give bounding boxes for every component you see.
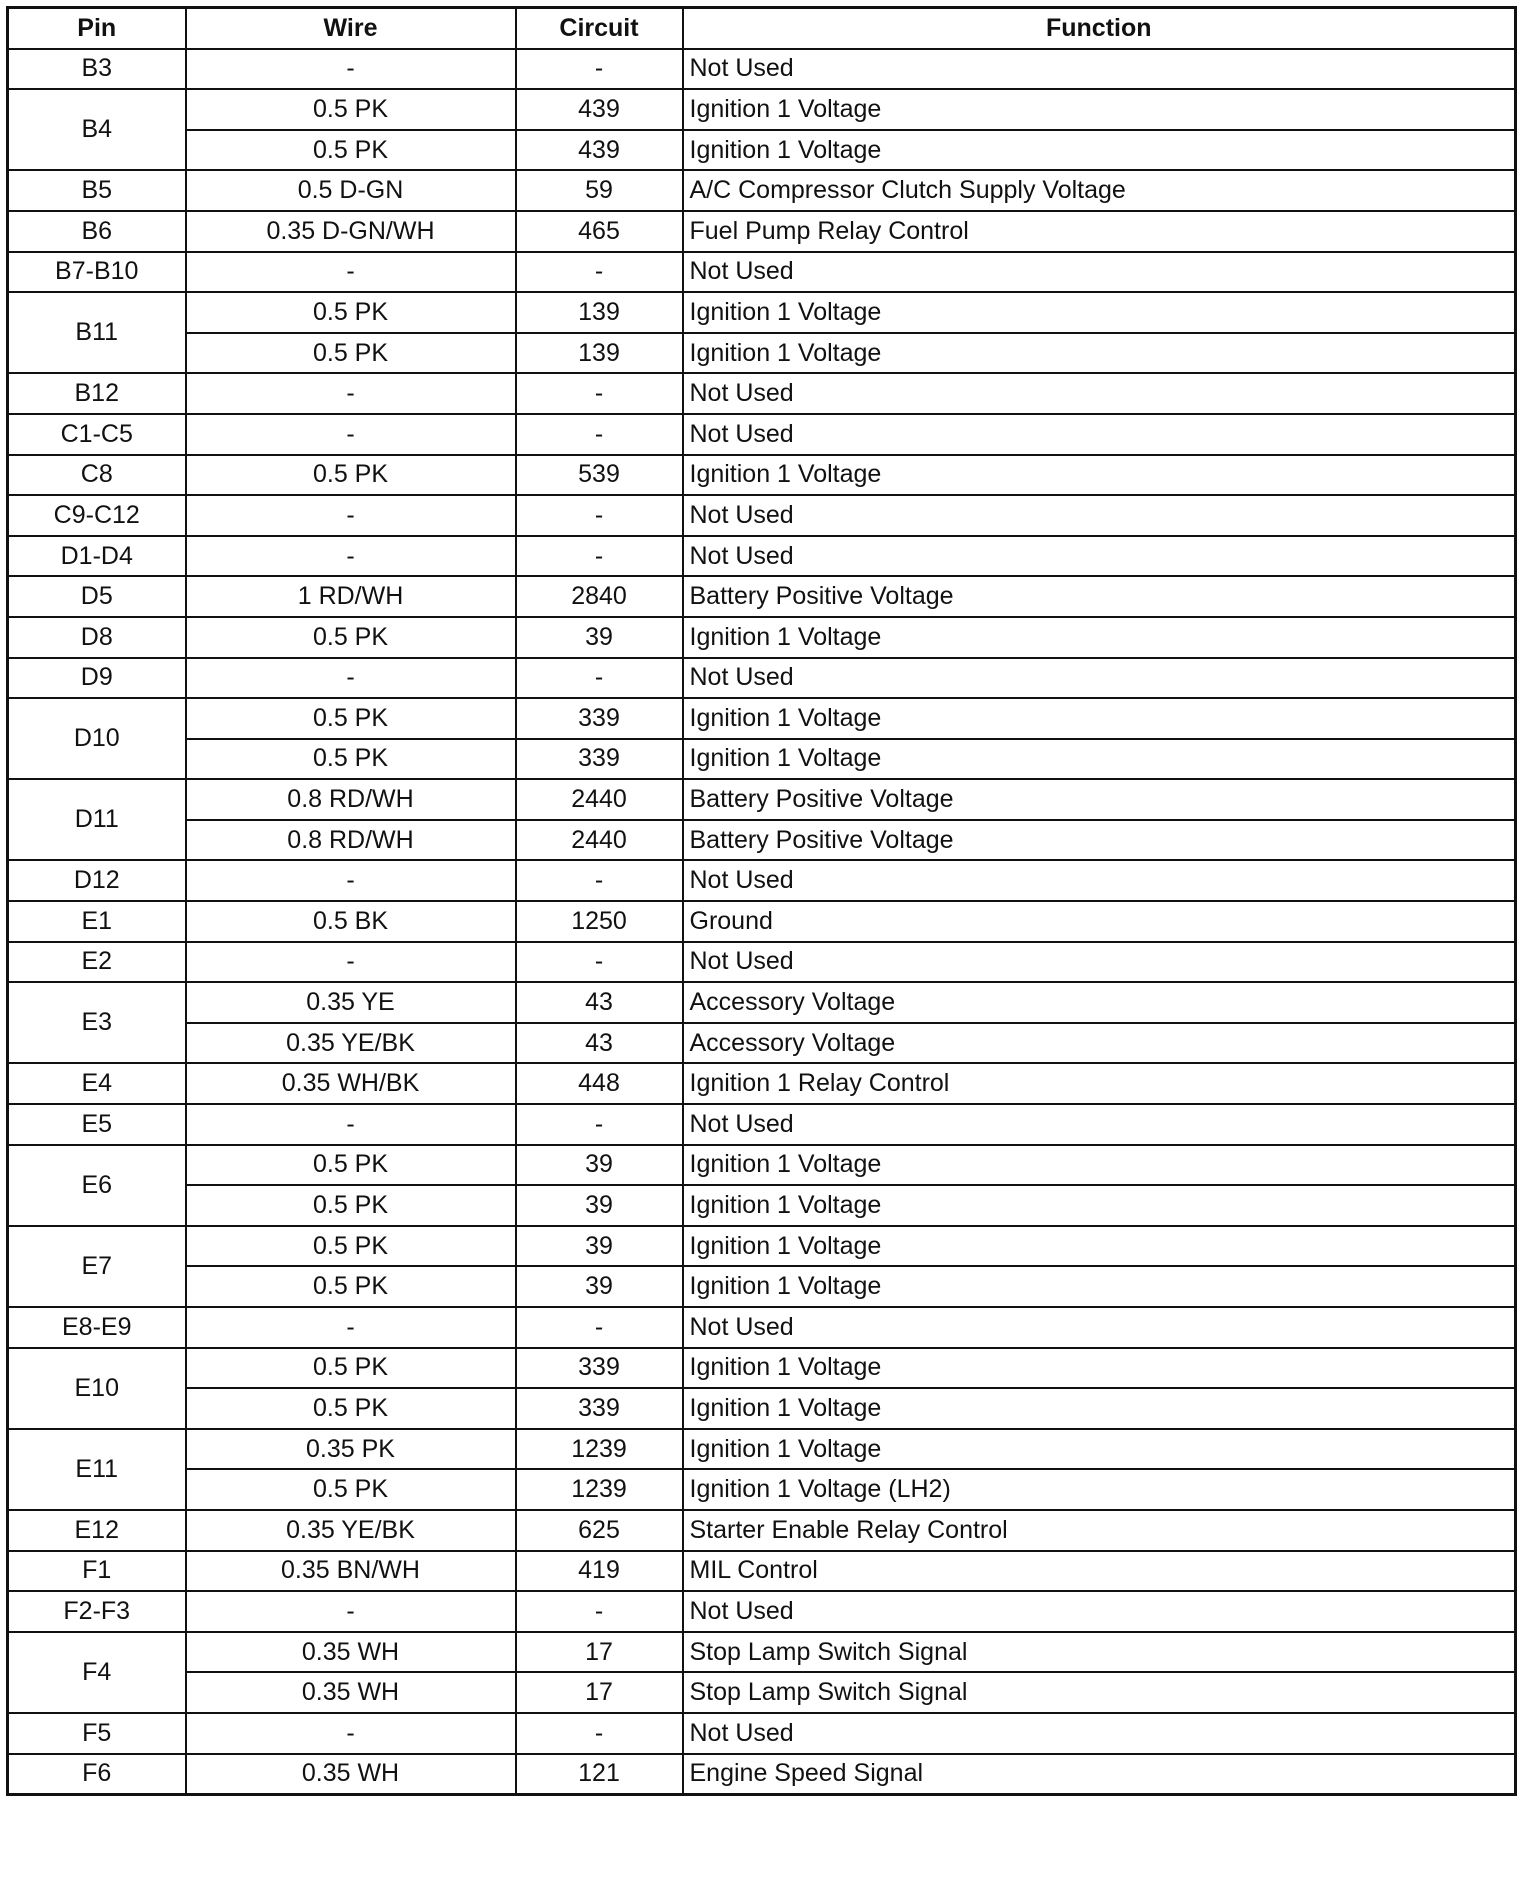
table-row [8, 333, 1516, 374]
table-body [8, 49, 1516, 1795]
pin-cell: E2 [8, 942, 186, 983]
table-row [8, 901, 1516, 942]
table-row [8, 49, 1516, 90]
circuit-cell: 59 [516, 170, 683, 211]
table-row [8, 495, 1516, 536]
function-cell: Not Used [683, 1713, 1516, 1754]
function-cell: Not Used [683, 942, 1516, 983]
circuit-cell: 139 [516, 292, 683, 333]
table-row [8, 617, 1516, 658]
function-cell: Ignition 1 Voltage [683, 455, 1516, 496]
table-row [8, 1591, 1516, 1632]
circuit-cell: - [516, 860, 683, 901]
function-cell: Not Used [683, 414, 1516, 455]
circuit-cell: 121 [516, 1754, 683, 1795]
pin-cell: F6 [8, 1754, 186, 1795]
circuit-cell: - [516, 1591, 683, 1632]
circuit-cell: 539 [516, 455, 683, 496]
table-row [8, 455, 1516, 496]
wire-cell: - [186, 252, 516, 293]
table-row [8, 1754, 1516, 1795]
function-cell: Ignition 1 Relay Control [683, 1063, 1516, 1104]
wire-cell: 0.5 PK [186, 617, 516, 658]
function-cell: Ignition 1 Voltage [683, 1348, 1516, 1389]
function-cell: Starter Enable Relay Control [683, 1510, 1516, 1551]
function-cell: Accessory Voltage [683, 1023, 1516, 1064]
function-cell: Not Used [683, 1104, 1516, 1145]
pin-cell: C8 [8, 455, 186, 496]
connector-pinout-table [6, 6, 1517, 1796]
wire-cell: 0.5 PK [186, 89, 516, 130]
pin-cell: E12 [8, 1510, 186, 1551]
circuit-cell: 43 [516, 982, 683, 1023]
circuit-cell: 1239 [516, 1469, 683, 1510]
function-cell: Fuel Pump Relay Control [683, 211, 1516, 252]
pin-cell: E3 [8, 982, 186, 1063]
wire-cell: 0.35 YE/BK [186, 1510, 516, 1551]
wire-cell: 0.35 D-GN/WH [186, 211, 516, 252]
function-cell: Not Used [683, 536, 1516, 577]
table-row [8, 89, 1516, 130]
circuit-cell: 39 [516, 1226, 683, 1267]
header-function: Function [683, 8, 1516, 49]
wire-cell: 0.5 PK [186, 292, 516, 333]
wire-cell: - [186, 49, 516, 90]
pin-cell: F4 [8, 1632, 186, 1713]
function-cell: Not Used [683, 1307, 1516, 1348]
table-row [8, 1023, 1516, 1064]
pin-cell: E6 [8, 1145, 186, 1226]
wire-cell: 0.5 PK [186, 739, 516, 780]
table-row [8, 1226, 1516, 1267]
table-row [8, 130, 1516, 171]
table-header [8, 8, 1516, 49]
wire-cell: 0.5 PK [186, 130, 516, 171]
table-row [8, 942, 1516, 983]
header-pin: Pin [8, 8, 186, 49]
table-row [8, 536, 1516, 577]
circuit-cell: 339 [516, 739, 683, 780]
table-row [8, 1266, 1516, 1307]
circuit-cell: 17 [516, 1632, 683, 1673]
function-cell: Not Used [683, 658, 1516, 699]
function-cell: Ignition 1 Voltage [683, 1185, 1516, 1226]
function-cell: MIL Control [683, 1551, 1516, 1592]
pin-cell: E8-E9 [8, 1307, 186, 1348]
wire-cell: 0.5 PK [186, 1469, 516, 1510]
function-cell: Ignition 1 Voltage [683, 292, 1516, 333]
table-row [8, 373, 1516, 414]
table-row [8, 1632, 1516, 1673]
pin-cell: E11 [8, 1429, 186, 1510]
wire-cell: - [186, 495, 516, 536]
wire-cell: 0.35 YE [186, 982, 516, 1023]
circuit-cell: 419 [516, 1551, 683, 1592]
table-row [8, 414, 1516, 455]
pin-cell: B4 [8, 89, 186, 170]
function-cell: Ignition 1 Voltage [683, 1429, 1516, 1470]
function-cell: Battery Positive Voltage [683, 576, 1516, 617]
function-cell: Not Used [683, 49, 1516, 90]
pin-cell: B12 [8, 373, 186, 414]
function-cell: Ignition 1 Voltage (LH2) [683, 1469, 1516, 1510]
function-cell: Accessory Voltage [683, 982, 1516, 1023]
wire-cell: - [186, 373, 516, 414]
table-row [8, 739, 1516, 780]
function-cell: Ignition 1 Voltage [683, 698, 1516, 739]
function-cell: Ignition 1 Voltage [683, 617, 1516, 658]
wire-cell: 0.5 BK [186, 901, 516, 942]
wire-cell: 0.5 PK [186, 1145, 516, 1186]
pin-cell: B5 [8, 170, 186, 211]
wire-cell: 0.5 D-GN [186, 170, 516, 211]
function-cell: Ignition 1 Voltage [683, 89, 1516, 130]
wire-cell: 0.35 WH [186, 1632, 516, 1673]
table-row [8, 1104, 1516, 1145]
pin-cell: B7-B10 [8, 252, 186, 293]
table-row [8, 292, 1516, 333]
function-cell: Ignition 1 Voltage [683, 333, 1516, 374]
wire-cell: 0.35 WH/BK [186, 1063, 516, 1104]
circuit-cell: - [516, 495, 683, 536]
circuit-cell: - [516, 252, 683, 293]
circuit-cell: 43 [516, 1023, 683, 1064]
function-cell: A/C Compressor Clutch Supply Voltage [683, 170, 1516, 211]
table-row [8, 211, 1516, 252]
circuit-cell: 39 [516, 1145, 683, 1186]
wire-cell: - [186, 942, 516, 983]
pin-cell: D11 [8, 779, 186, 860]
header-circuit: Circuit [516, 8, 683, 49]
circuit-cell: 439 [516, 89, 683, 130]
wire-cell: 0.8 RD/WH [186, 820, 516, 861]
circuit-cell: 2440 [516, 820, 683, 861]
circuit-cell: - [516, 414, 683, 455]
function-cell: Ignition 1 Voltage [683, 739, 1516, 780]
wire-cell: - [186, 658, 516, 699]
function-cell: Not Used [683, 860, 1516, 901]
table-row [8, 1388, 1516, 1429]
table-row [8, 1551, 1516, 1592]
pin-cell: B6 [8, 211, 186, 252]
function-cell: Ignition 1 Voltage [683, 1226, 1516, 1267]
pin-cell: E1 [8, 901, 186, 942]
table-row [8, 1469, 1516, 1510]
circuit-cell: - [516, 658, 683, 699]
function-cell: Not Used [683, 373, 1516, 414]
pin-cell: E4 [8, 1063, 186, 1104]
circuit-cell: 339 [516, 698, 683, 739]
function-cell: Not Used [683, 252, 1516, 293]
wire-cell: 1 RD/WH [186, 576, 516, 617]
wire-cell: - [186, 1713, 516, 1754]
function-cell: Stop Lamp Switch Signal [683, 1672, 1516, 1713]
table-row [8, 779, 1516, 820]
circuit-cell: 139 [516, 333, 683, 374]
circuit-cell: 17 [516, 1672, 683, 1713]
wire-cell: - [186, 860, 516, 901]
pin-cell: D12 [8, 860, 186, 901]
circuit-cell: - [516, 49, 683, 90]
wire-cell: - [186, 536, 516, 577]
circuit-cell: 39 [516, 1266, 683, 1307]
wire-cell: 0.8 RD/WH [186, 779, 516, 820]
circuit-cell: 625 [516, 1510, 683, 1551]
circuit-cell: 448 [516, 1063, 683, 1104]
function-cell: Engine Speed Signal [683, 1754, 1516, 1795]
table-row [8, 860, 1516, 901]
circuit-cell: - [516, 1713, 683, 1754]
circuit-cell: - [516, 942, 683, 983]
table-row [8, 658, 1516, 699]
function-cell: Not Used [683, 495, 1516, 536]
wire-cell: 0.5 PK [186, 1266, 516, 1307]
wire-cell: 0.5 PK [186, 1185, 516, 1226]
function-cell: Ignition 1 Voltage [683, 1388, 1516, 1429]
function-cell: Ignition 1 Voltage [683, 1266, 1516, 1307]
table-row [8, 698, 1516, 739]
circuit-cell: 339 [516, 1348, 683, 1389]
pin-cell: F5 [8, 1713, 186, 1754]
table-row [8, 170, 1516, 211]
pin-cell: D1-D4 [8, 536, 186, 577]
function-cell: Battery Positive Voltage [683, 820, 1516, 861]
header-wire: Wire [186, 8, 516, 49]
function-cell: Ground [683, 901, 1516, 942]
pin-cell: E5 [8, 1104, 186, 1145]
circuit-cell: - [516, 536, 683, 577]
pin-cell: B11 [8, 292, 186, 373]
wire-cell: - [186, 1104, 516, 1145]
table-row [8, 982, 1516, 1023]
circuit-cell: - [516, 1307, 683, 1348]
function-cell: Battery Positive Voltage [683, 779, 1516, 820]
wire-cell: 0.35 YE/BK [186, 1023, 516, 1064]
table-row [8, 1713, 1516, 1754]
circuit-cell: 2840 [516, 576, 683, 617]
circuit-cell: 1250 [516, 901, 683, 942]
function-cell: Ignition 1 Voltage [683, 1145, 1516, 1186]
function-cell: Stop Lamp Switch Signal [683, 1632, 1516, 1673]
wire-cell: 0.5 PK [186, 1388, 516, 1429]
table-row [8, 1185, 1516, 1226]
wire-cell: 0.35 WH [186, 1672, 516, 1713]
pin-cell: E7 [8, 1226, 186, 1307]
wire-cell: 0.35 BN/WH [186, 1551, 516, 1592]
circuit-cell: - [516, 1104, 683, 1145]
circuit-cell: 39 [516, 617, 683, 658]
pin-cell: F2-F3 [8, 1591, 186, 1632]
table-row [8, 252, 1516, 293]
circuit-cell: 339 [516, 1388, 683, 1429]
table-row [8, 576, 1516, 617]
table-row [8, 1429, 1516, 1470]
pin-cell: B3 [8, 49, 186, 90]
wire-cell: - [186, 1307, 516, 1348]
wire-cell: 0.5 PK [186, 698, 516, 739]
wire-cell: 0.5 PK [186, 1226, 516, 1267]
pin-cell: C9-C12 [8, 495, 186, 536]
table-row [8, 1510, 1516, 1551]
table-row [8, 1672, 1516, 1713]
wire-cell: - [186, 1591, 516, 1632]
wire-cell: - [186, 414, 516, 455]
wire-cell: 0.5 PK [186, 455, 516, 496]
circuit-cell: 39 [516, 1185, 683, 1226]
pin-cell: F1 [8, 1551, 186, 1592]
circuit-cell: 439 [516, 130, 683, 171]
table-row [8, 820, 1516, 861]
pin-cell: D8 [8, 617, 186, 658]
wire-cell: 0.5 PK [186, 1348, 516, 1389]
pin-cell: D10 [8, 698, 186, 779]
circuit-cell: 1239 [516, 1429, 683, 1470]
function-cell: Not Used [683, 1591, 1516, 1632]
circuit-cell: 2440 [516, 779, 683, 820]
header-row [8, 8, 1516, 49]
function-cell: Ignition 1 Voltage [683, 130, 1516, 171]
wire-cell: 0.5 PK [186, 333, 516, 374]
pin-cell: D5 [8, 576, 186, 617]
pin-cell: C1-C5 [8, 414, 186, 455]
table-row [8, 1145, 1516, 1186]
circuit-cell: 465 [516, 211, 683, 252]
wire-cell: 0.35 PK [186, 1429, 516, 1470]
pin-cell: E10 [8, 1348, 186, 1429]
table-row [8, 1063, 1516, 1104]
pin-cell: D9 [8, 658, 186, 699]
table-row [8, 1307, 1516, 1348]
wire-cell: 0.35 WH [186, 1754, 516, 1795]
circuit-cell: - [516, 373, 683, 414]
table-row [8, 1348, 1516, 1389]
